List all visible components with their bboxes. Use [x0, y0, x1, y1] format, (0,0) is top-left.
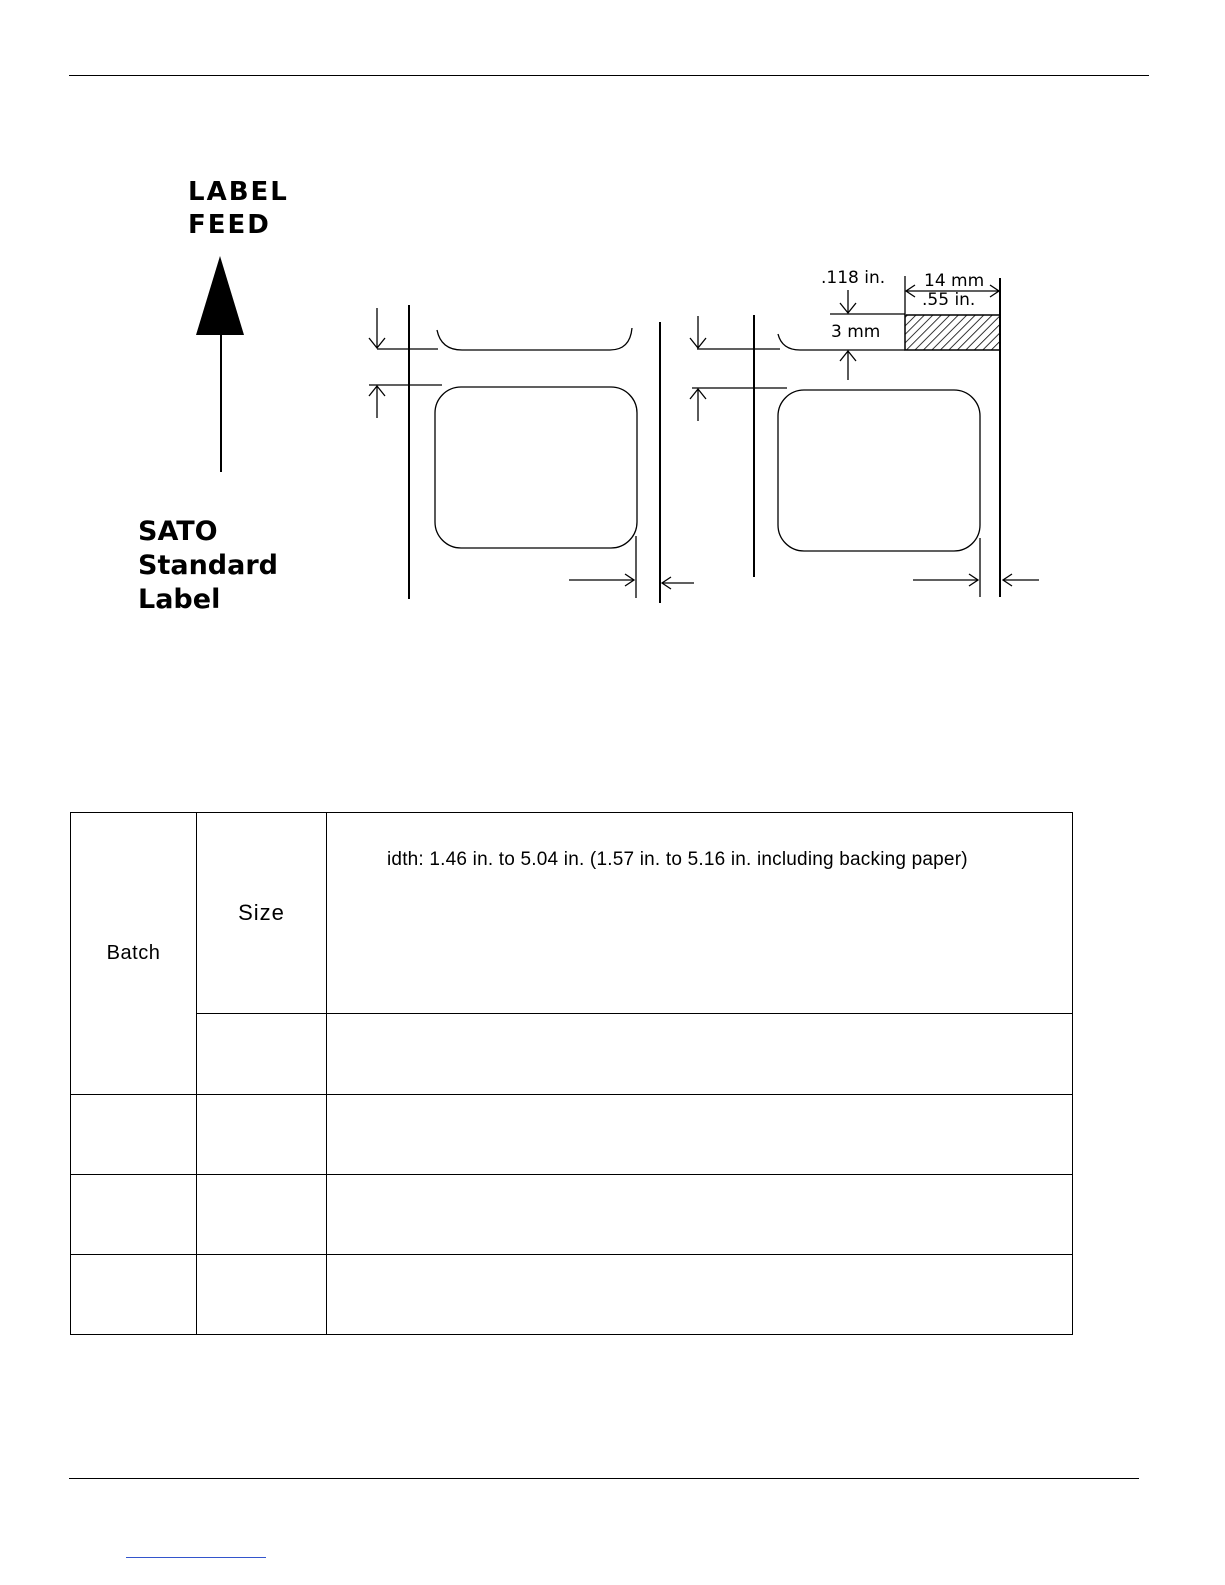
table-row: [71, 1094, 1073, 1174]
table-cell: [71, 1174, 197, 1254]
batch-cell: Batch: [71, 813, 197, 1095]
eye-mark-hatched: [905, 315, 1000, 350]
size-description-cell: [327, 813, 1073, 1014]
table-row: [71, 1174, 1073, 1254]
sato-line3: Label: [138, 584, 221, 615]
table-row: [71, 1014, 1073, 1094]
table-cell: [327, 1014, 1073, 1094]
table-cell: [327, 1174, 1073, 1254]
feed-arrow-icon: [196, 256, 244, 472]
footer-rule: [69, 1478, 1139, 1479]
table-row: [71, 1254, 1073, 1334]
table-cell: [197, 1174, 327, 1254]
width-spec-text: idth: 1.46 in. to 5.04 in. (1.57 in. to 5.16 in. including backing paper): [387, 849, 968, 870]
dim-55-in: .55 in.: [922, 290, 976, 310]
table-cell: [197, 1094, 327, 1174]
left-label-drawing: [369, 305, 694, 603]
specification-table: [70, 812, 1073, 1335]
size-cell: Size: [197, 813, 327, 1014]
table-cell: [197, 1254, 327, 1334]
label-diagram: [0, 0, 1225, 700]
dim-118-in: .118 in.: [821, 268, 886, 288]
label-feed-line2: FEED: [188, 210, 271, 240]
dim-14-mm: 14 mm: [924, 271, 985, 291]
dim-3-mm: 3 mm: [831, 322, 881, 342]
table-cell: [327, 1094, 1073, 1174]
sato-line2: Standard: [138, 550, 278, 581]
table-row: [71, 813, 1073, 1014]
footer-link-underline[interactable]: [126, 1557, 266, 1558]
sato-line1: SATO: [138, 516, 218, 547]
table-cell: [327, 1254, 1073, 1334]
table-cell: [71, 1254, 197, 1334]
table-cell: [197, 1014, 327, 1094]
table-cell: [71, 1094, 197, 1174]
label-feed-line1: LABEL: [188, 177, 289, 207]
